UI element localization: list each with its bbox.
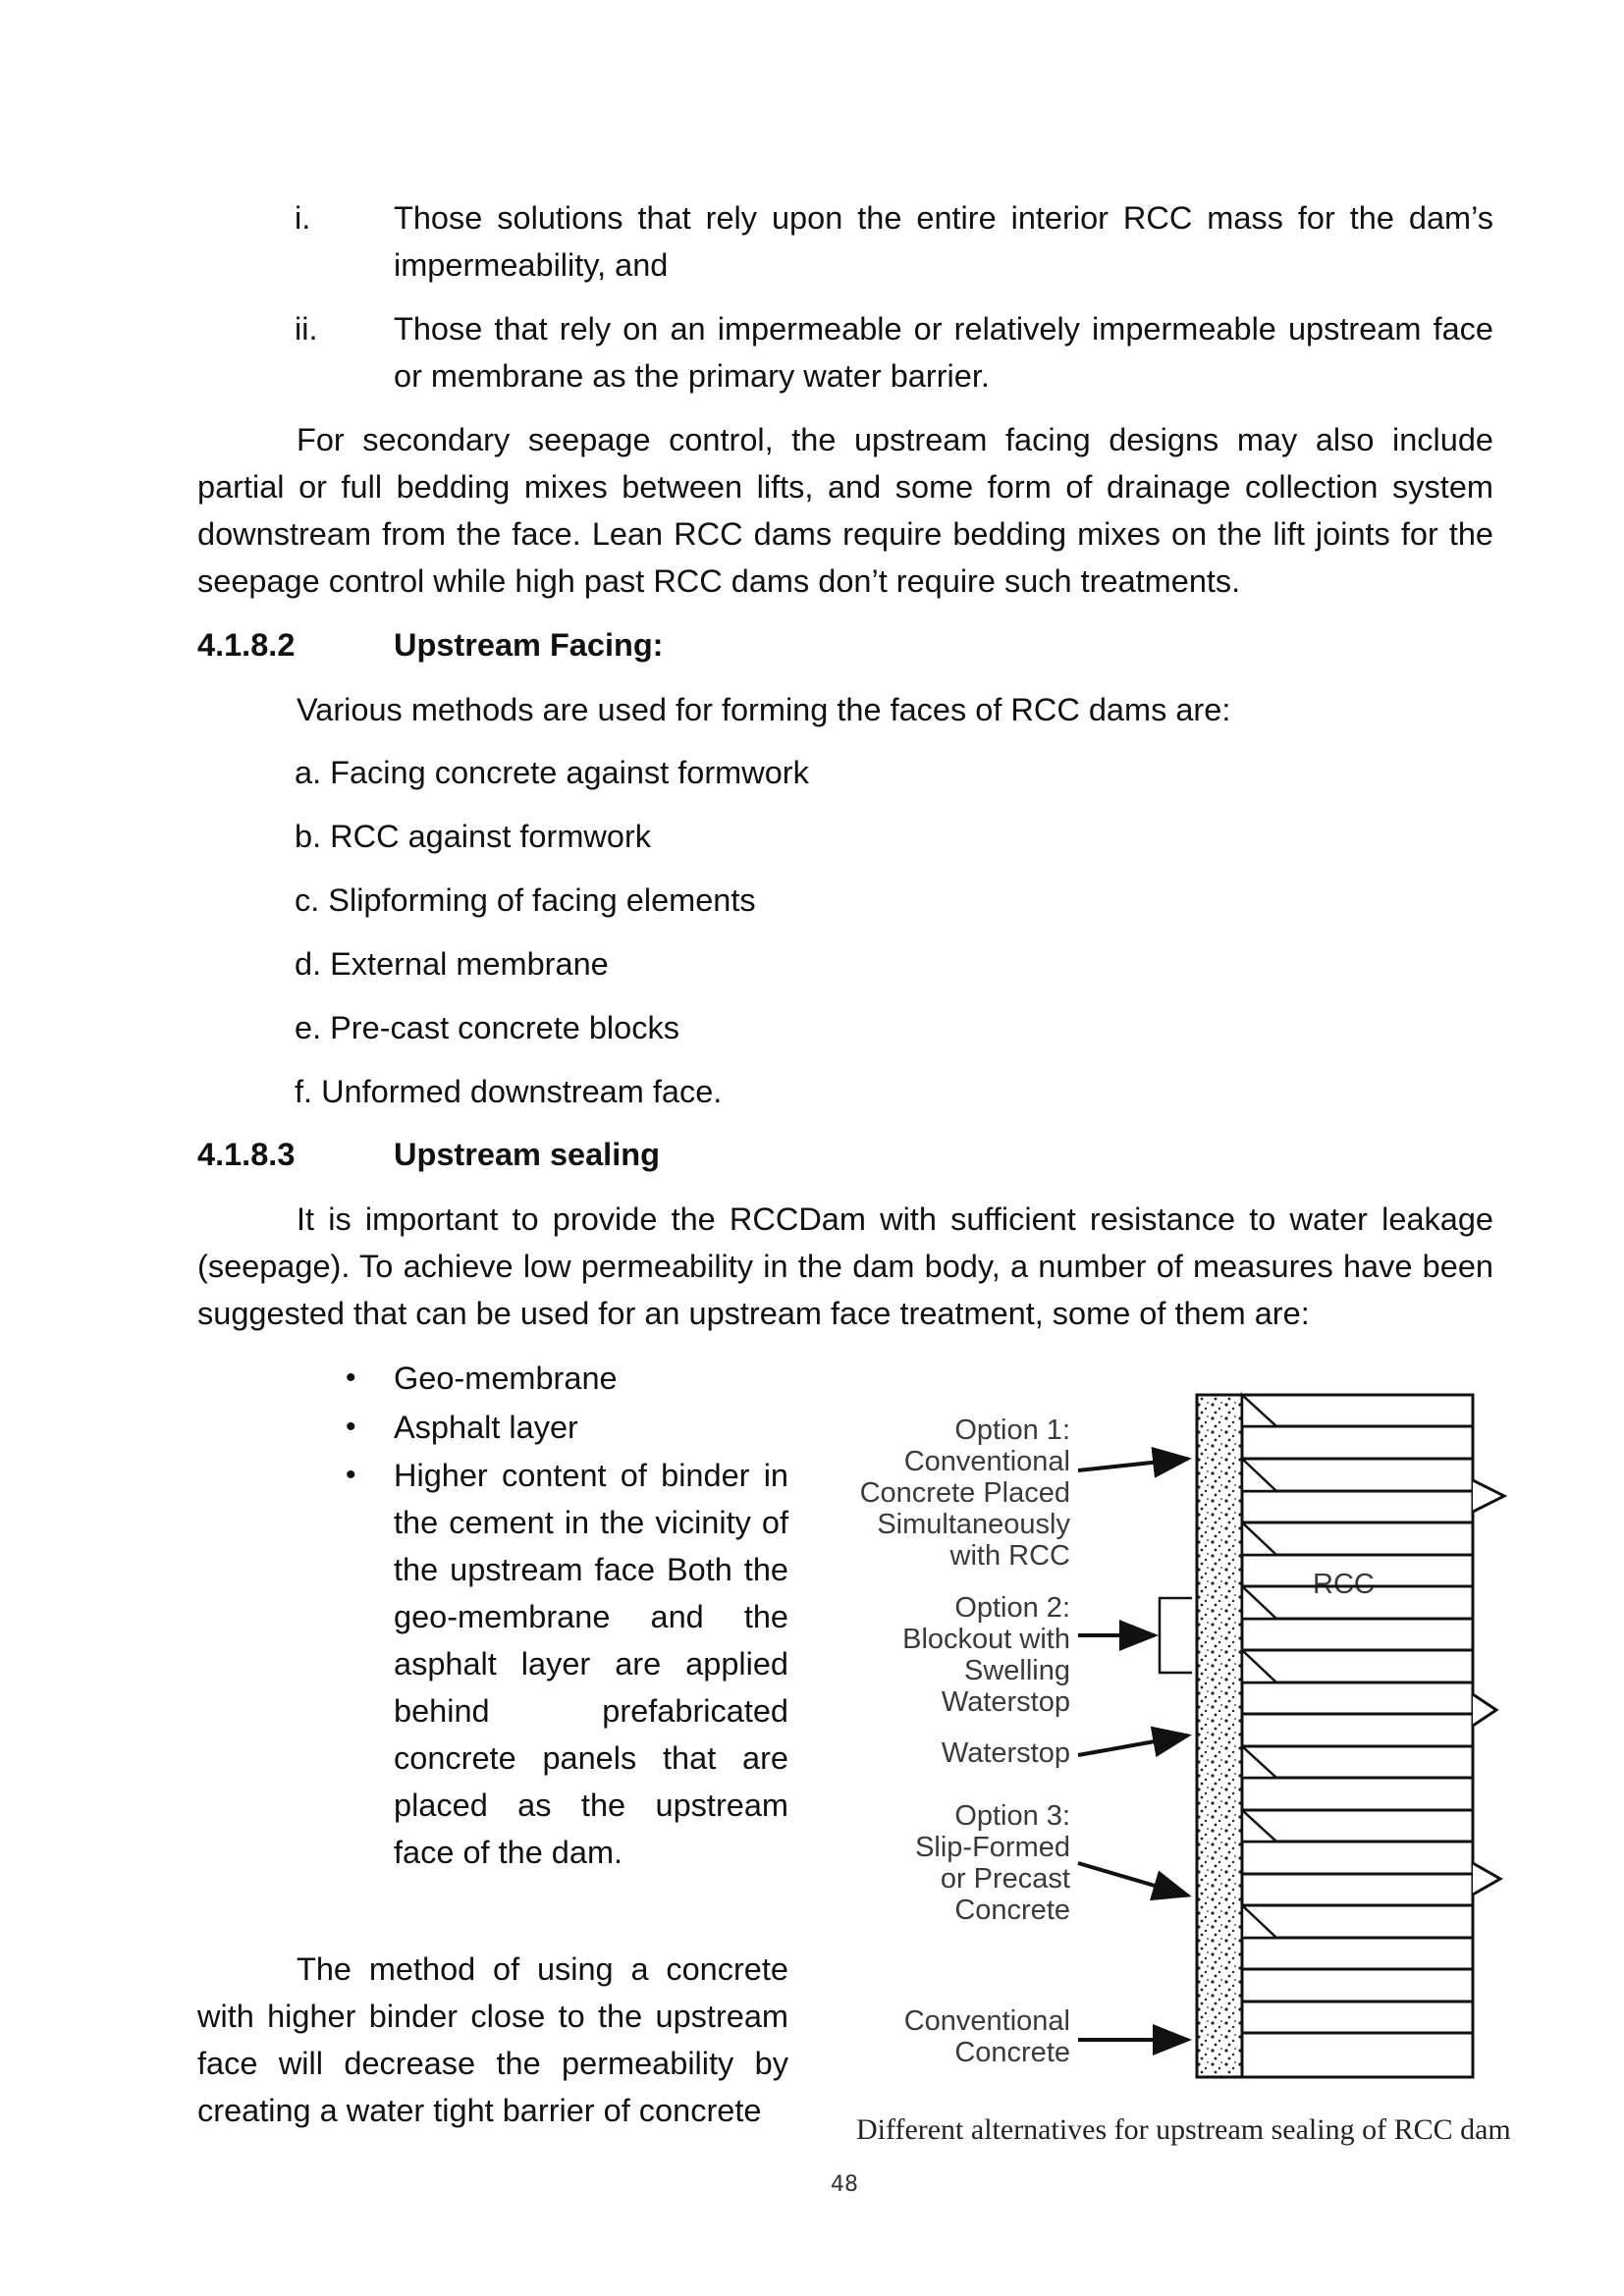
roman-item-text: Those solutions that rely upon the entire interior RCC mass for the dam’s impermeability, and xyxy=(394,200,1493,283)
list-item: b. RCC against formwork xyxy=(295,819,652,854)
label-line: Concrete xyxy=(954,2037,1070,2068)
list-item: f. Unformed downstream face. xyxy=(295,1074,723,1109)
label-line: Blockout with xyxy=(902,1624,1070,1655)
label-line: Concrete xyxy=(954,1895,1070,1926)
section-number: 4.1.8.2 xyxy=(197,627,296,663)
roman-item-text: Those that rely on an impermeable or relatively impermeable upstream face or membrane as the primary water barrier. xyxy=(394,311,1493,394)
rcc-label: RCC xyxy=(1313,1569,1375,1600)
list-item: c. Slipforming of facing elements xyxy=(295,882,756,918)
label-line: Conventional xyxy=(903,2005,1070,2037)
section-title: Upstream Facing: xyxy=(394,627,664,663)
pointer-arrows xyxy=(1078,1459,1188,2040)
arrow-option-3 xyxy=(1078,1863,1188,1896)
roman-numeral: i. xyxy=(295,200,311,236)
list-item: d. External membrane xyxy=(295,946,609,982)
arrow-option-1 xyxy=(1078,1459,1188,1470)
label-line: Conventional xyxy=(903,1446,1070,1477)
label-line: Slip-Formed xyxy=(915,1832,1070,1863)
section-number: 4.1.8.3 xyxy=(197,1137,296,1172)
label-line: Swelling xyxy=(964,1655,1070,1686)
page-number: 48 xyxy=(831,2172,858,2197)
bullet-icon: • xyxy=(346,1362,356,1394)
section-title: Upstream sealing xyxy=(394,1137,660,1172)
list-item: Geo-membrane xyxy=(394,1361,618,1396)
label-line: Option 1: xyxy=(954,1415,1070,1446)
arrow-waterstop xyxy=(1078,1735,1188,1755)
paragraph-secondary-seepage: For secondary seepage control, the upstream facing designs may also include partial or full bedding mixes between lifts, and some form of drainage collection system downstream from the face. Lean RCC dams require bedding mixes on the lift joints for the seepage control while high past RCC dams don’t require such treatments. xyxy=(197,422,1493,599)
paragraph-method: The method of using a concrete with higher binder close to the upstream face will decrease the permeability by creating a water tight barrier of concrete xyxy=(197,1951,788,2128)
facing-concrete-strip xyxy=(1197,1395,1242,2077)
figure-caption: Different alternatives for upstream sealing of RCC dam xyxy=(856,2113,1511,2146)
label-line: Concrete Placed xyxy=(859,1477,1070,1509)
facing-intro: Various methods are used for forming the faces of RCC dams are: xyxy=(297,692,1231,727)
list-item: Asphalt layer xyxy=(394,1410,578,1445)
waterstop-label: Waterstop xyxy=(941,1737,1070,1769)
paragraph-sealing-intro: It is important to provide the RCCDam with sufficient resistance to water leakage (seepage). To achieve low permeability in the dam body, a number of measures have been suggested that can be used for an upstream face treatment, some of them are: xyxy=(197,1201,1493,1331)
bullet-icon: • xyxy=(346,1411,356,1443)
label-line: with RCC xyxy=(949,1540,1070,1572)
roman-numeral: ii. xyxy=(295,311,318,347)
list-item: e. Pre-cast concrete blocks xyxy=(295,1010,679,1045)
break-marks xyxy=(1473,1480,1504,1895)
label-line: Option 3: xyxy=(954,1800,1070,1832)
facing-wedges xyxy=(1242,1395,1276,1938)
list-item: a. Facing concrete against formwork xyxy=(295,755,809,790)
bullet-icon: • xyxy=(346,1459,356,1491)
label-line: or Precast xyxy=(940,1863,1070,1895)
list-item: Higher content of binder in the cement in the vicinity of the upstream face Both the geo-membrane and the asphalt layer are applied behind prefabricated concrete panels that are placed as the upstream face of the dam. xyxy=(394,1458,788,1870)
label-line: Simultaneously xyxy=(877,1509,1070,1540)
label-line: Option 2: xyxy=(954,1592,1070,1624)
label-line: Waterstop xyxy=(941,1686,1070,1718)
option-2-bracket xyxy=(1160,1598,1192,1673)
lift-lines xyxy=(1242,1395,1473,2077)
